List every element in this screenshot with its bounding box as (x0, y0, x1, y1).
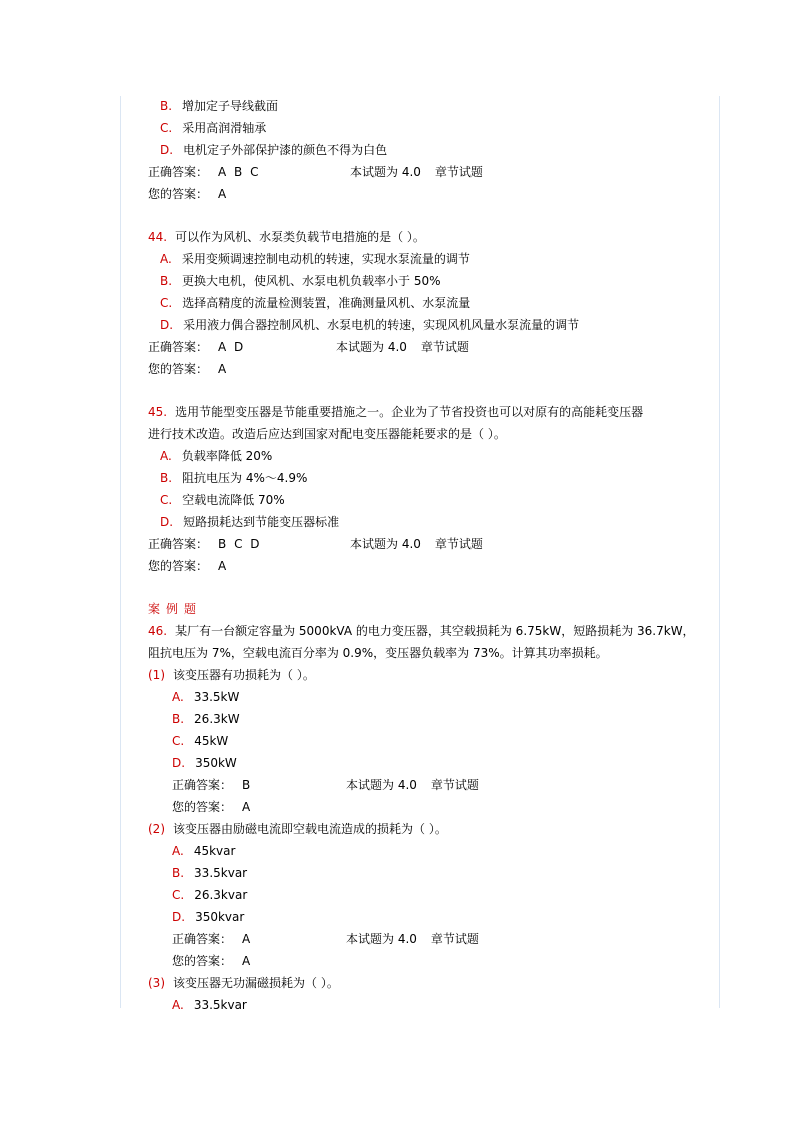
sub1-option-c: C. 45kW (172, 734, 229, 748)
q45-option-c: C. 空载电流降低 70% (160, 493, 285, 507)
sub2-correct-answer: 正确答案： A 本试题为 4.0 章节试题 (172, 932, 479, 946)
sub2-option-c: C. 26.3kvar (172, 888, 248, 902)
q43-option-d: D. 电机定子外部保护漆的颜色不得为白色 (160, 143, 388, 157)
q46-stem-line1: 46. 某厂有一台额定容量为 5000kVA 的电力变压器，其空载损耗为 6.75kW，短路损耗为 36.7kW， (148, 624, 695, 638)
sub3-stem: (3) 该变压器无功漏磁损耗为（ ）。 (148, 976, 339, 990)
exam-content (148, 95, 708, 1016)
q44-option-d: D. 采用液力偶合器控制风机、水泵电机的转速，实现风机风量水泵流量的调节 (160, 318, 580, 332)
q43-option-c: C. 采用高润滑轴承 (160, 121, 267, 135)
q44-your-answer: 您的答案： A (148, 362, 229, 376)
q45-option-b: B. 阻抗电压为 4%～4.9% (160, 471, 308, 485)
q43-your-answer: 您的答案： A (148, 187, 229, 201)
sub3-option-a: A. 33.5kvar (172, 998, 247, 1012)
sub2-your-answer: 您的答案： A (172, 954, 253, 968)
sub2-option-d: D. 350kvar (172, 910, 245, 924)
sub2-stem: (2) 该变压器由励磁电流即空载电流造成的损耗为（ ）。 (148, 822, 447, 836)
q43-option-b: B. 增加定子导线截面 (160, 99, 279, 113)
q44-correct-answer: 正确答案： A D 本试题为 4.0 章节试题 (148, 340, 469, 354)
q44-option-a: A. 采用变频调速控制电动机的转速，实现水泵流量的调节 (160, 252, 470, 266)
sub1-stem: (1) 该变压器有功损耗为（ ）。 (148, 668, 315, 682)
q44-option-b: B. 更换大电机，使风机、水泵电机负载率小于 50% (160, 274, 441, 288)
q45-option-d: D. 短路损耗达到节能变压器标准 (160, 515, 340, 529)
sub1-option-a: A. 33.5kW (172, 690, 240, 704)
q45-option-a: A. 负载率降低 20% (160, 449, 273, 463)
case-section-title: 案例题 (148, 602, 203, 616)
sub1-your-answer: 您的答案： A (172, 800, 253, 814)
q44-option-c: C. 选择高精度的流量检测装置，准确测量风机、水泵流量 (160, 296, 471, 310)
sub1-option-d: D. 350kW (172, 756, 237, 770)
q45-stem-line1: 45. 选用节能型变压器是节能重要措施之一。企业为了节省投资也可以对原有的高能耗变压器 (148, 405, 644, 419)
q43-correct-answer: 正确答案： A B C 本试题为 4.0 章节试题 (148, 165, 483, 179)
q45-your-answer: 您的答案： A (148, 559, 229, 573)
q45-stem-line2: 进行技术改造。改造后应达到国家对配电变压器能耗要求的是（ ）。 (148, 427, 506, 441)
q45-correct-answer: 正确答案： B C D 本试题为 4.0 章节试题 (148, 537, 483, 551)
sub1-option-b: B. 26.3kW (172, 712, 240, 726)
q44-stem: 44. 可以作为风机、水泵类负载节电措施的是（ ）。 (148, 230, 425, 244)
sub1-correct-answer: 正确答案： B 本试题为 4.0 章节试题 (172, 778, 479, 792)
q46-stem-line2: 阻抗电压为 7%，空载电流百分率为 0.9%，变压器负载率为 73%。计算其功率损耗。 (148, 646, 608, 660)
sub2-option-a: A. 45kvar (172, 844, 236, 858)
sub2-option-b: B. 33.5kvar (172, 866, 248, 880)
